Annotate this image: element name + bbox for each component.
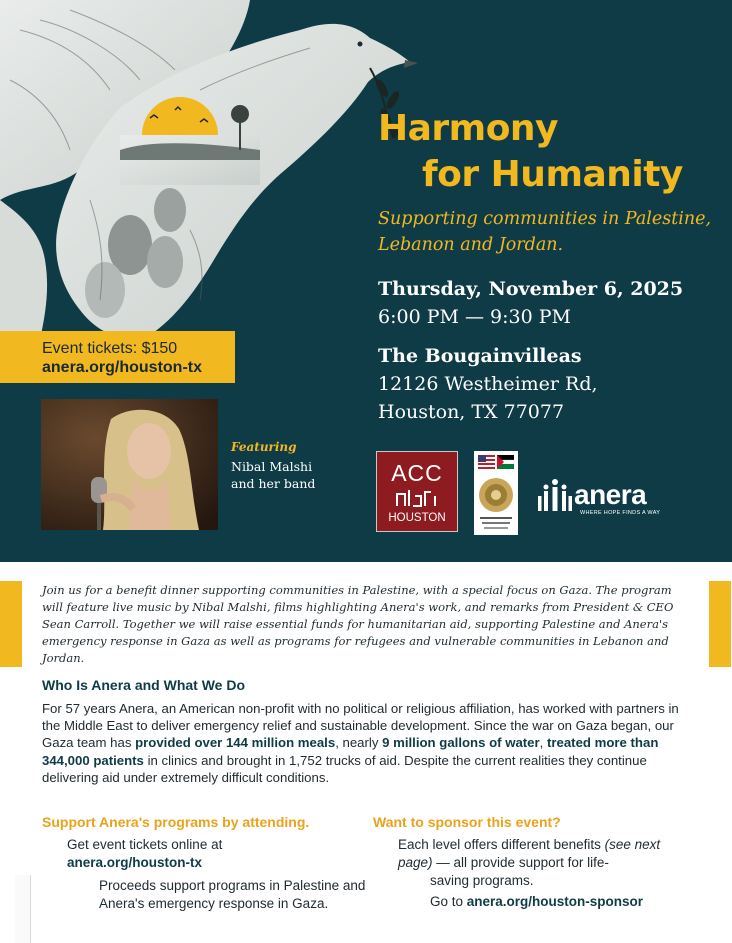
accent-bar-right [709, 581, 731, 667]
acc-houston-logo [376, 451, 458, 532]
venue-name: The Bougainvilleas [378, 345, 582, 367]
sponsor-link[interactable]: anera.org/houston-sponsor [466, 894, 644, 909]
about-stat-patients: treated more than 344,000 patients [42, 735, 659, 768]
sponsor-line1a: Each level offers different benefits [398, 837, 605, 852]
accent-bar-left [0, 581, 22, 667]
event-date: Thursday, November 6, 2025 [378, 278, 684, 300]
arabic-calligraphy-icon [395, 488, 439, 508]
about-stat-water: 9 million gallons of water [382, 735, 540, 751]
sponsor-line2: saving programs. [430, 873, 534, 888]
event-title-line2: for Humanity [422, 154, 683, 195]
support-heading: Support Anera's programs by attending. [42, 814, 310, 830]
dove-illustration [0, 0, 440, 345]
performer-name [231, 458, 351, 492]
palestinian-american-cultural-center-logo [474, 451, 518, 535]
performer-name-line2: and her band [231, 476, 316, 491]
anera-people-icon [538, 478, 572, 512]
sponsor-goto [430, 893, 643, 911]
acc-logo-letters: ACC [391, 460, 443, 486]
intro-paragraph: Join us for a benefit dinner supporting communities in Palestine, with a special focus on Gaza. The program will feature live music by Nibal Malshi, films highlighting Anera's work, and remarks from President & CEO Sean Carroll. Together we will raise essential funds for humanitarian aid, supporting Palestine and Anera's emergency response in Gaza as well as programs for refugees and vulnerable communities in Lebanon and Jordan. [42, 583, 674, 665]
event-title-line1: Harmony [378, 108, 559, 149]
anera-logo [538, 476, 668, 516]
ticket-box [0, 331, 235, 383]
support-line2: Proceeds support programs in Palestine and Anera's emergency response in Gaza. [99, 878, 366, 911]
event-subtitle: Supporting communities in Palestine, Lebanon and Jordan. [378, 209, 712, 255]
support-tickets-link[interactable]: anera.org/houston-tx [67, 855, 203, 870]
page-edge [15, 875, 31, 943]
ticket-link[interactable]: anera.org/houston-tx [42, 359, 203, 376]
about-text-4: in clinics and brought in 1,752 trucks of aid. Despite the current realities they continue delivering aid under extremely difficult conditions. [42, 752, 647, 785]
about-text-3: , [539, 735, 547, 751]
about-heading: Who Is Anera and What We Do [42, 677, 246, 693]
about-stat-meals: provided over 144 million meals [135, 735, 336, 751]
about-paragraph [42, 700, 692, 786]
venue-city: Houston, TX 77077 [378, 401, 565, 423]
sponsor-line1 [398, 836, 688, 871]
sponsor-line1c: — all provide support for life- [432, 854, 609, 870]
support-line1: Get event tickets online at [67, 837, 223, 852]
performer-name-line1: Nibal Malshi [231, 459, 313, 474]
event-title [378, 106, 718, 198]
event-time: 6:00 PM — 9:30 PM [378, 306, 571, 328]
featuring-label: Featuring [231, 440, 297, 454]
sponsor-heading: Want to sponsor this event? [373, 814, 561, 830]
venue-street: 12126 Westheimer Rd, [378, 373, 598, 395]
ticket-price: Event tickets: $150 [42, 340, 178, 357]
about-text-1: For 57 years Anera, an American non-profit with no political or religious affiliation, has worked with partners in the Middle East to deliver emergency relief and sustainable development. Since the war on Gaza began, our Gaza team has [42, 701, 679, 751]
about-text-2: , nearly [335, 735, 383, 751]
performer-photo [41, 399, 218, 530]
acc-logo-houston: HOUSTON [388, 512, 446, 524]
anera-tagline: WHERE HOPE FINDS A WAY [580, 510, 661, 516]
sponsor-see-next-page: (see next page) [398, 837, 661, 870]
sponsor-goto-label: Go to [430, 894, 467, 909]
anera-wordmark: anera [574, 479, 647, 510]
